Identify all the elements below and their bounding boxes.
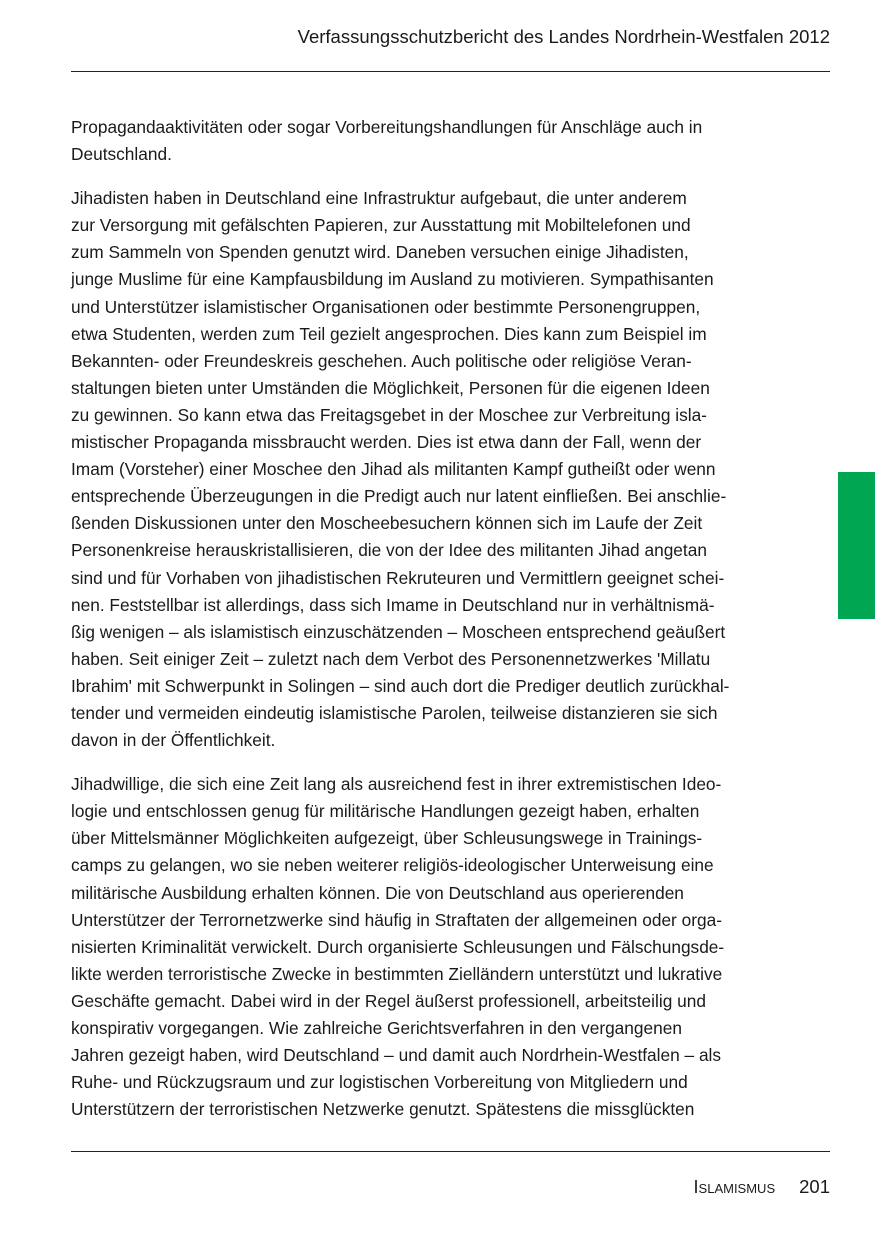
text-line: entsprechende Überzeugungen in die Predigt auch nur latent einfließen. Bei anschlie- bbox=[71, 486, 727, 507]
text-line: Ibrahim' mit Schwerpunkt in Solingen – sind auch dort die Prediger deutlich zurückhal- bbox=[71, 675, 730, 696]
paragraph bbox=[71, 185, 791, 754]
text-line: etwa Studenten, werden zum Teil gezielt angesprochen. Dies kann zum Beispiel im bbox=[71, 323, 707, 344]
text-line: logie und entschlossen genug für militärische Handlungen gezeigt haben, erhalten bbox=[71, 801, 700, 822]
text-line: ßenden Diskussionen unter den Moscheebesuchern können sich im Laufe der Zeit bbox=[71, 513, 703, 534]
section-name: Islamismus bbox=[693, 1177, 776, 1197]
chapter-thumb-tab bbox=[838, 472, 875, 619]
text-line: Bekannten- oder Freundeskreis geschehen. Auch politische oder religiöse Veran- bbox=[71, 350, 692, 371]
text-line: zur Versorgung mit gefälschten Papieren, zur Ausstattung mit Mobiltelefonen und bbox=[71, 215, 691, 236]
header-rule bbox=[71, 71, 830, 72]
page-number: 201 bbox=[799, 1176, 830, 1197]
text-line: nisierten Kriminalität verwickelt. Durch organisierte Schleusungen und Fälschungsde- bbox=[71, 936, 725, 957]
text-line: ßig wenigen – als islamistisch einzuschätzenden – Moscheen entsprechend geäußert bbox=[71, 621, 726, 642]
page-footer bbox=[694, 1175, 830, 1201]
text-line: zu gewinnen. So kann etwa das Freitagsgebet in der Moschee zur Verbreitung isla- bbox=[71, 404, 707, 425]
text-line: und Unterstützer islamistischer Organisationen oder bestimmte Personengruppen, bbox=[71, 296, 701, 317]
text-line: Jihadwillige, die sich eine Zeit lang als ausreichend fest in ihrer extremistischen Ideo- bbox=[71, 774, 722, 795]
text-line: Jihadisten haben in Deutschland eine Infrastruktur aufgebaut, die unter anderem bbox=[71, 188, 687, 209]
text-line: Unterstützern der terroristischen Netzwerke genutzt. Spätestens die missglückten bbox=[71, 1099, 695, 1120]
text-line: militärische Ausbildung erhalten können. Die von Deutschland aus operierenden bbox=[71, 882, 684, 903]
paragraph bbox=[71, 771, 791, 1123]
paragraph bbox=[71, 114, 791, 168]
text-line: likte werden terroristische Zwecke in bestimmten Zielländern unterstützt und lukrative bbox=[71, 963, 723, 984]
text-line: tender und vermeiden eindeutig islamistische Parolen, teilweise distanzieren sie sich bbox=[71, 702, 718, 723]
text-line: Personenkreise herauskristallisieren, die von der Idee des militanten Jihad angetan bbox=[71, 540, 707, 561]
text-line: camps zu gelangen, wo sie neben weiterer religiös-ideologischer Unterweisung eine bbox=[71, 855, 714, 876]
text-line: haben. Seit einiger Zeit – zuletzt nach dem Verbot des Personennetzwerkes 'Millatu bbox=[71, 648, 711, 669]
text-line: davon in der Öffentlichkeit. bbox=[71, 730, 276, 751]
text-line: Imam (Vorsteher) einer Moschee den Jihad als militanten Kampf gutheißt oder wenn bbox=[71, 459, 716, 480]
text-line: Geschäfte gemacht. Dabei wird in der Regel äußerst professionell, arbeitsteilig und bbox=[71, 990, 706, 1011]
text-line: Propagandaaktivitäten oder sogar Vorbereitungshandlungen für Anschläge auch in bbox=[71, 117, 703, 137]
text-line: Unterstützer der Terrornetzwerke sind häufig in Straftaten der allgemeinen oder orga- bbox=[71, 909, 722, 930]
body-text bbox=[71, 114, 791, 1140]
text-line: Deutschland. bbox=[71, 144, 172, 165]
text-line: staltungen bieten unter Umständen die Möglichkeit, Personen für die eigenen Ideen bbox=[71, 377, 710, 398]
text-line: sind und für Vorhaben von jihadistischen Rekruteuren und Vermittlern geeignet schei- bbox=[71, 567, 725, 588]
text-line: Ruhe- und Rückzugsraum und zur logistischen Vorbereitung von Mitgliedern und bbox=[71, 1072, 688, 1093]
text-line: junge Muslime für eine Kampfausbildung im Ausland zu motivieren. Sympathisanten bbox=[71, 269, 714, 290]
text-line: zum Sammeln von Spenden genutzt wird. Daneben versuchen einige Jihadisten, bbox=[71, 242, 689, 263]
text-line: mistischer Propaganda missbraucht werden. Dies ist etwa dann der Fall, wenn der bbox=[71, 432, 702, 453]
text-line: über Mittelsmänner Möglichkeiten aufgezeigt, über Schleusungswege in Trainings- bbox=[71, 828, 703, 849]
footer-rule bbox=[71, 1151, 830, 1152]
text-line: konspirativ vorgegangen. Wie zahlreiche Gerichtsverfahren in den vergangenen bbox=[71, 1018, 682, 1038]
text-line: nen. Feststellbar ist allerdings, dass sich Imame in Deutschland nur in verhältnismä- bbox=[71, 594, 715, 615]
running-header: Verfassungsschutzbericht des Landes Nordrhein-Westfalen 2012 bbox=[297, 26, 830, 47]
text-line: Jahren gezeigt haben, wird Deutschland – und damit auch Nordrhein-Westfalen – als bbox=[71, 1045, 722, 1066]
